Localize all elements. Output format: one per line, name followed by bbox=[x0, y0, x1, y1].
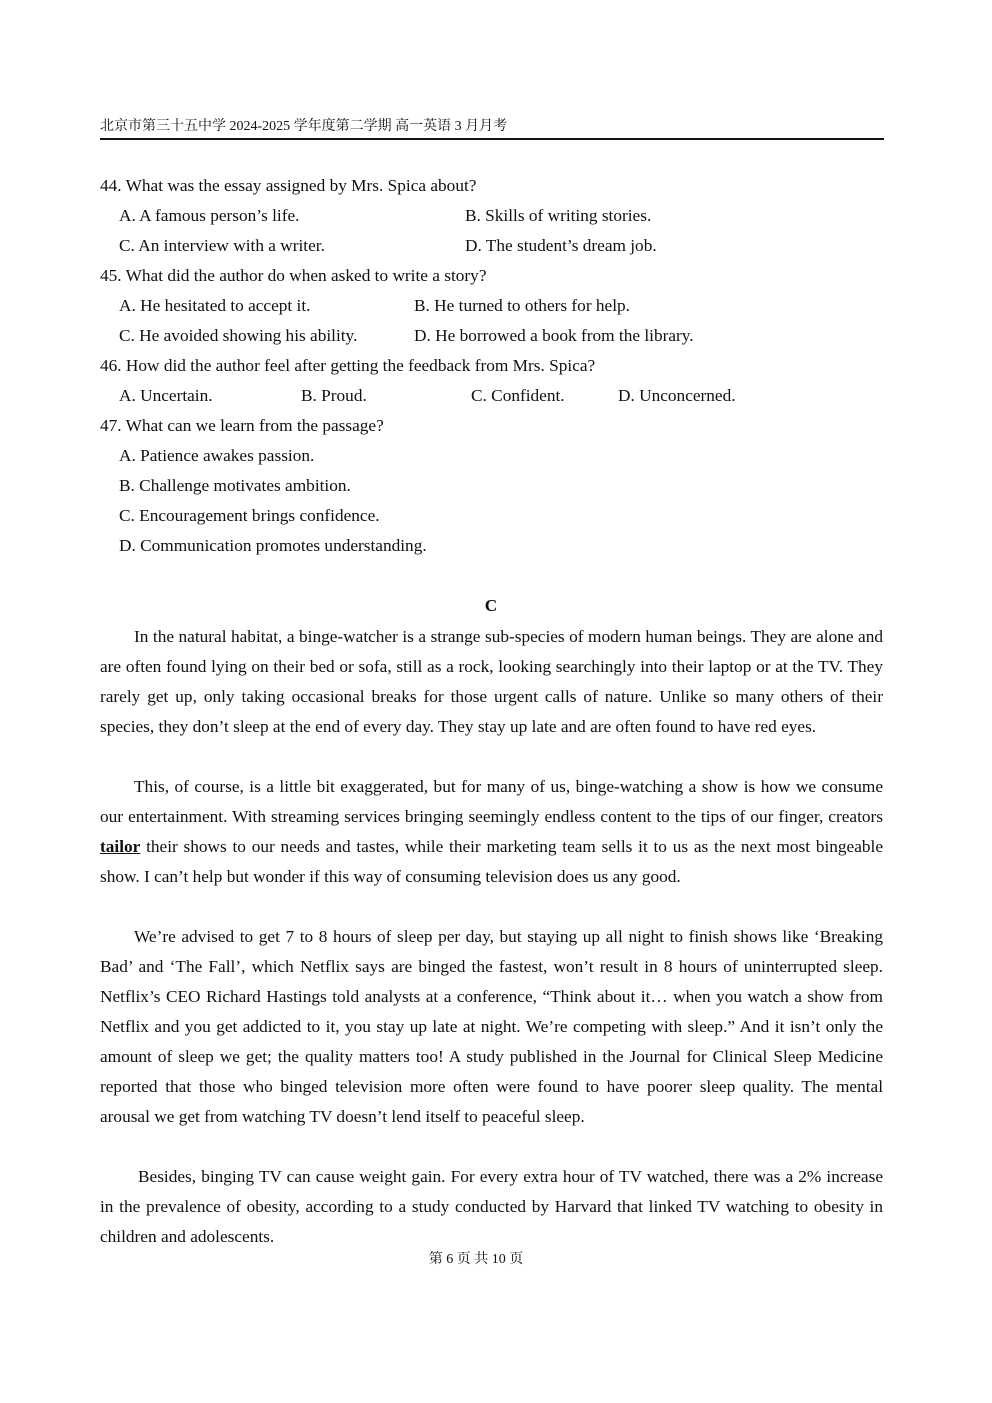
header-divider bbox=[100, 138, 884, 140]
passage-paragraph-2 bbox=[100, 772, 883, 892]
question-47-option-c: C. Encouragement brings confidence. bbox=[119, 506, 380, 525]
question-46-option-d: D. Unconcerned. bbox=[618, 386, 736, 405]
paragraph-2-text-before: This, of course, is a little bit exaggerated, but for many of us, binge-watching a show is how we consume our entertainment. With streaming services bringing seemingly endless content to the tips of our finger, creators bbox=[100, 777, 883, 826]
question-44-option-a: A. A famous person’s life. bbox=[119, 206, 300, 225]
question-46-option-b: B. Proud. bbox=[301, 386, 367, 405]
question-46-option-a: A. Uncertain. bbox=[119, 386, 213, 405]
question-47-option-d: D. Communication promotes understanding. bbox=[119, 536, 427, 555]
paragraph-3-text: We’re advised to get 7 to 8 hours of sleep per day, but staying up all night to finish shows like ‘Breaking Bad’ and ‘The Fall’, which Netflix says are binged the fastest, won’t result in 8 hours of uninterrupted sleep. Netflix’s CEO Richard Hastings told analysts at a conference, “Think about it… when you watch a show from Netflix and you get addicted to it, you stay up late at night. We’re competing with sleep.” And it isn’t only the amount of sleep we get; the quality matters too! A study published in the Journal for Clinical Sleep Medicine reported that those who binged television more often were found to have poorer sleep quality. The mental arousal we get from watching TV doesn’t lend itself to peaceful sleep. bbox=[100, 927, 883, 1126]
page-footer: 第 6 页 共 10 页 bbox=[428, 1252, 524, 1267]
question-47-option-a: A. Patience awakes passion. bbox=[119, 446, 315, 465]
section-title: C bbox=[484, 596, 498, 615]
passage-paragraph-4 bbox=[100, 1162, 883, 1252]
question-45-option-b: B. He turned to others for help. bbox=[414, 296, 630, 315]
question-47-stem: 47. What can we learn from the passage? bbox=[100, 416, 384, 435]
keyword-tailor: tailor bbox=[100, 837, 141, 856]
paragraph-4-text: Besides, binging TV can cause weight gain. For every extra hour of TV watched, there was a 2% increase in the prevalence of obesity, according to a study conducted by Harvard that linked TV watching to obesity in children and adolescents. bbox=[100, 1167, 883, 1246]
question-45-option-d: D. He borrowed a book from the library. bbox=[414, 326, 694, 345]
question-45-option-c: C. He avoided showing his ability. bbox=[119, 326, 358, 345]
question-44-stem: 44. What was the essay assigned by Mrs. Spica about? bbox=[100, 176, 477, 195]
question-47-option-b: B. Challenge motivates ambition. bbox=[119, 476, 351, 495]
question-45-stem: 45. What did the author do when asked to write a story? bbox=[100, 266, 487, 285]
question-44-option-d: D. The student’s dream job. bbox=[465, 236, 657, 255]
question-44-option-b: B. Skills of writing stories. bbox=[465, 206, 652, 225]
passage-paragraph-1 bbox=[100, 622, 883, 742]
question-45-option-a: A. He hesitated to accept it. bbox=[119, 296, 311, 315]
paragraph-2-text-after: their shows to our needs and tastes, while their marketing team sells it to us as the next most bingeable show. I can’t help but wonder if this way of consuming television does us any good. bbox=[100, 837, 883, 886]
question-44-option-c: C. An interview with a writer. bbox=[119, 236, 325, 255]
question-46-stem: 46. How did the author feel after getting the feedback from Mrs. Spica? bbox=[100, 356, 596, 375]
question-46-option-c: C. Confident. bbox=[471, 386, 565, 405]
page-header: 北京市第三十五中学 2024-2025 学年度第二学期 高一英语 3 月月考 bbox=[100, 119, 508, 134]
passage-paragraph-3 bbox=[100, 922, 883, 1132]
paragraph-1-text: In the natural habitat, a binge-watcher is a strange sub-species of modern human beings. They are alone and are often found lying on their bed or sofa, still as a rock, looking searchingly into their laptop or at the TV. They rarely get up, only taking occasional breaks for those urgent calls of nature. Unlike so many others of their species, they don’t sleep at the end of every day. They stay up late and are often found to have red eyes. bbox=[100, 627, 883, 736]
